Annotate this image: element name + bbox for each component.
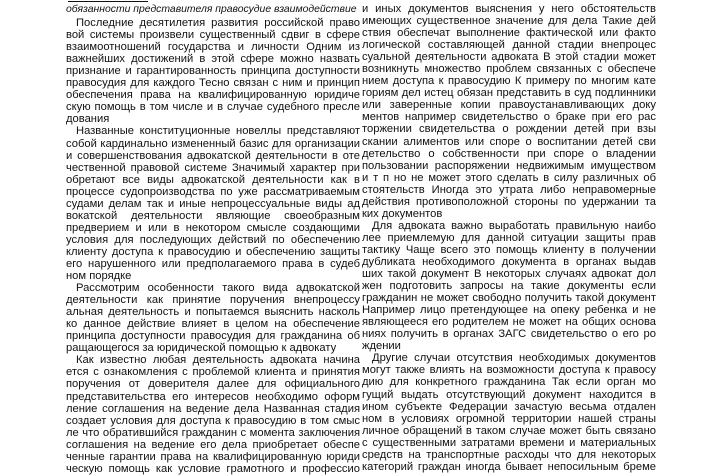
text-line: Рассмотрим особенности такого вида адвокатской: [76, 282, 360, 295]
text-line: важнейших достижений в этой сфере можно назвать: [66, 53, 360, 66]
text-line: ческую помощь как условие грамотного и профессио: [66, 462, 360, 475]
text-line: клиенту доступа к правосудию и обеспечению защиты: [66, 245, 360, 258]
text-line: ко данное действие влияет в целом на обеспечение: [66, 318, 360, 331]
text-line: вокатской деятельности являющие своеобразным: [66, 209, 360, 222]
text-line: предверием и или в некотором смысле создающими: [66, 221, 360, 234]
right-column: [362, 0, 656, 473]
text-line: категорий граждан иногда бывает непосильным бреме: [362, 460, 656, 473]
text-line: торжении свидетельства о рождении детей при взы: [362, 123, 656, 136]
text-line: поручения от доверителя далее для официального: [66, 378, 360, 391]
text-line: ление соглашения на ведение дела Названная стадия: [66, 402, 360, 415]
text-line: ном в условиях огромной территории нашей страны: [362, 412, 656, 425]
text-line: и совершенствования адвокатской деятельности в оте: [66, 149, 360, 162]
text-line: действия противоположной стороны по удержании та: [362, 195, 656, 208]
text-line: представительства его интересов необходимо оформ: [66, 390, 360, 403]
text-line: ших такой документ В некоторых случаях адвокат дол: [362, 268, 656, 281]
text-line: чественной правовой системе Значимый характер при: [66, 161, 360, 174]
text-line: собой кардинально измененный базис для организации: [66, 137, 360, 150]
text-line: дубликата необходимого документа в органах выдав: [362, 255, 656, 268]
text-line: судами делам так и иные непроцессуальные виды ад: [66, 197, 360, 210]
text-line: суальной деятельности адвоката В этой стадии может: [362, 51, 656, 64]
text-line: стоятельств Иногда это утрата либо неправомерные: [362, 183, 656, 196]
text-line: ментов например свидетельство о браке при его рас: [362, 111, 656, 124]
text-line: Последние десятилетия развития российской право: [76, 17, 360, 30]
text-line: средств на транспортные расходы что для некоторых: [362, 448, 656, 461]
text-line: процессе судопроизводства по уже рассматриваемым: [66, 185, 360, 198]
text-line: ких документов: [362, 207, 443, 220]
text-line: нием доступа к правосудию К примеру по многим кате: [362, 75, 656, 88]
text-line: Например лицо претендующее на опеку ребенка и не: [362, 304, 656, 317]
clipped-top-line: [66, 0, 360, 4]
text-line: ниях получить в органах ЗАГС свидетельство о его ро: [362, 328, 656, 341]
text-line: ждении: [362, 340, 401, 353]
text-line: скании алиментов или споре о воспитании детей сви: [362, 135, 656, 148]
text-line: обретают все виды адвокатской деятельности как в: [66, 173, 360, 186]
text-line: могут также влиять на возможности доступа к правосу: [362, 364, 656, 377]
left-column-text: [66, 17, 360, 475]
text-line: правосудия для каждого Тесно связан с ним и принцип: [66, 77, 360, 90]
text-line: ращающегося за юридической помощью к адвокату: [66, 342, 337, 355]
text-line: Другие случаи отсутствия необходимых документов: [372, 352, 656, 365]
text-line: ствия обеспечат выполнение фактической или факто: [362, 27, 656, 40]
text-line: дию для конкретного гражданина Так если орган мо: [362, 376, 656, 389]
underline-rule: [68, 1, 148, 2]
text-line: создает условия для доступа к правосудию в том смыс: [66, 414, 360, 427]
text-line: пользовании распоряжении недвижимым имуществом: [362, 159, 656, 172]
text-line: принципа доступности правосудия для гражданина об: [66, 330, 360, 343]
text-line: соглашения на ведение его дела приобретает обеспе: [66, 438, 360, 451]
text-line: условия для последующих действий по обеспечению: [66, 233, 360, 246]
text-line: Как известно любая деятельность адвоката начина: [76, 354, 360, 367]
text-line: ином субъекте Федерации зачастую весьма отдален: [362, 400, 656, 413]
text-line: скую помощь в том числе и в случае судебного пресле: [66, 101, 360, 114]
text-line: Названные конституционные новеллы представляют: [76, 125, 360, 138]
text-line: Для адвоката важно выработать правильную наибо: [372, 219, 656, 232]
text-line: жен подготовить запросы на такие документы если: [362, 280, 656, 293]
clipped-top-line: [362, 0, 656, 3]
text-line: ле что обратившийся гражданин с момента заключения: [66, 426, 360, 439]
left-column: [66, 0, 360, 475]
text-line: личное обращений в таком случае может быть связано: [362, 424, 656, 437]
text-line: его нарушенного или предполагаемого права в судеб: [66, 257, 360, 270]
text-line: и иных документов выяснения у него обстоятельств: [362, 3, 656, 15]
text-line: альная деятельность и попытаемся выяснить насколь: [66, 306, 360, 319]
text-line: ченные гарантии права на квалифицированную юриди: [66, 450, 360, 463]
text-line: гущий выдать отсутствующий документ находится в: [362, 388, 656, 401]
text-line: признание и гарантированность принципа доступности: [66, 65, 360, 78]
text-line: тактику Чаще всего это помощь клиенту в получении: [362, 243, 656, 256]
text-line: деятельности как принятие поручения внепроцессу: [66, 294, 360, 307]
text-line: ном порядке: [66, 270, 132, 283]
text-line: или заверенные копии правоустанавливающих доку: [362, 99, 656, 112]
keywords-line: обязанности представителя правосудие взаимодействие: [66, 4, 357, 15]
text-line: обеспечения права на квалифицированную юридиче: [66, 89, 360, 102]
text-line: ется с ознакомления с проблемой клиента и принятия: [66, 366, 360, 379]
text-line: гражданин не может свободно получить такой документ: [362, 292, 656, 305]
text-line: дования: [66, 113, 110, 126]
text-line: и т п но не может этого сделать в силу различных об: [362, 171, 656, 184]
right-column-text: [362, 3, 656, 473]
text-line: имеющих существенное значение для дела Такие дей: [362, 15, 656, 28]
text-line: детельство о собственности при споре о владении: [362, 147, 656, 160]
text-line: являющееся его родителем не может на общих основа: [362, 316, 656, 329]
text-line: вой системы произвели существенный сдвиг в сфере: [66, 29, 360, 42]
text-line: гориям дел истец обязан представить в суд подлинники: [362, 87, 656, 100]
text-line: логической составляющей данной стадии внепроцес: [362, 39, 656, 52]
text-line: возникнуть множество проблем связанных с обеспече: [362, 63, 656, 76]
text-line: с существенными затратами времени и материальных: [362, 436, 656, 449]
text-line: взаимоотношений государства и личности Одним из: [66, 41, 360, 54]
text-line: лее приемлемую для данной ситуации защиты прав: [362, 231, 656, 244]
